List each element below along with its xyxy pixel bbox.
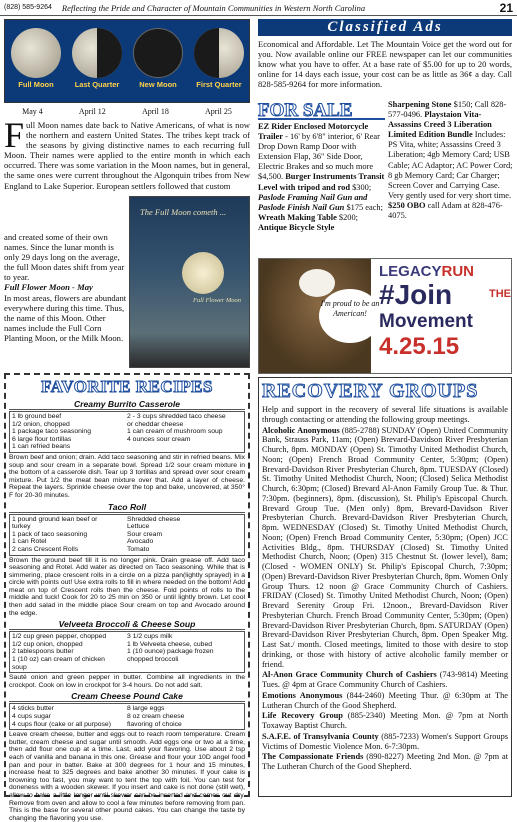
- moon-article-top: [4, 115, 250, 191]
- ingredient: 4 cups flour (cake or all purpose): [12, 720, 111, 728]
- new-moon-icon: [133, 28, 183, 78]
- header-phone: (828) 585-9264: [4, 4, 52, 11]
- listing-title: EZ Rider Enclosed Motorcycle Trailer: [258, 122, 369, 142]
- eagle-head-icon: [299, 269, 335, 297]
- full-moon-icon: [11, 28, 61, 78]
- ingredient: 1 can Rotel: [12, 538, 47, 546]
- recovery-title: RECOVERY GROUPS: [262, 380, 479, 402]
- ingredient: Sour cream: [127, 530, 163, 538]
- moon-label: New Moon: [139, 80, 177, 89]
- ingredient: Tomato: [127, 545, 150, 553]
- recovery-group: [262, 691, 508, 711]
- article-paragraph: In most areas, flowers are abundant everywhere during this time. Thus, the name of this Moon. Other names include the Full Corn Planting Moon, or the Milk Moon.: [4, 292, 127, 343]
- last-quarter-moon-icon: [72, 28, 122, 78]
- listing-text: - 16' by 6'8" interior, 6' Rear Drop Down Ramp Door with Extension Flap, 36" Side Door, Electric Brakes and so much more $4,500.: [258, 132, 380, 182]
- listing-title: Paslode Framing Nail Gun and Paslode Finish Nail Gun: [258, 192, 368, 212]
- listing-text: Includes: PS Vita, white; Assassins Creed 3 Liberation; 4gb Memory Card; USB Cable; AC Adaptor; AC Power Cord; 8 gb Memory Card; Car Charger; Screen Cover and Carrying Case. Very gently used for very short time.: [388, 130, 513, 200]
- recovery-groups-box: [258, 377, 512, 797]
- moon-label: Full Moon: [18, 80, 54, 89]
- ingredient: 1/2 cup onion, chopped: [12, 640, 83, 648]
- recovery-body: [262, 405, 508, 772]
- group-name: Life Recovery Group: [262, 711, 343, 721]
- legacy-title-2: RUN: [441, 263, 475, 280]
- recipe-name: Creamy Burrito Casserole: [9, 399, 245, 410]
- ingredient: 1/2 onion, chopped: [12, 420, 70, 428]
- ingredient: [127, 664, 242, 672]
- recipe-ingredients: [9, 411, 245, 453]
- ingredient: Shredded cheese: [127, 515, 181, 523]
- ingredient: 4 ounces sour cream: [127, 435, 191, 443]
- vertical-the: THE: [489, 288, 511, 300]
- listing-price: $250 OBO: [388, 200, 426, 210]
- moon-date: April 12: [78, 106, 106, 116]
- recovery-intro: Help and support in the recovery of several life situations is available through contacting or attending the following group meetings.: [262, 405, 508, 424]
- recipe-ingredients: [9, 631, 245, 673]
- ingredient: 1 package taco seasoning: [12, 428, 91, 436]
- ingredient: 8 oz cream cheese: [127, 713, 185, 720]
- recipe-name: Taco Roll: [9, 502, 245, 513]
- moon-label: Last Quarter: [74, 80, 120, 89]
- listing-title: Sharpening Stone: [388, 100, 452, 109]
- ingredient: [127, 443, 242, 451]
- ingredient: Avocado: [127, 538, 154, 546]
- ingredient: 2 cans Crescent Rolls: [12, 545, 79, 553]
- moon-dates: [4, 104, 250, 118]
- group-name: S.A.F.E. of Transylvania County: [262, 731, 379, 741]
- for-sale-column-1: [258, 122, 385, 233]
- article-subhead: Full Flower Moon - May: [4, 282, 93, 293]
- recipe-name: Cream Cheese Pound Cake: [9, 691, 245, 702]
- ingredient: 1 lb ground beef: [12, 413, 62, 420]
- group-name: Al-Anon Grace Community Church of Cashiers: [262, 670, 437, 680]
- ingredient: 6 large flour tortillas: [12, 435, 72, 443]
- first-quarter-moon-icon: [194, 28, 244, 78]
- listing-text: call Adam at 828-476-4075.: [388, 200, 503, 221]
- page-header: [0, 0, 517, 16]
- group-text: (743-9814) Meeting Tues. @ 4pm at Grace Community Church of Cashiers.: [262, 670, 508, 689]
- ingredient: 1 pound ground lean beef or: [12, 515, 98, 523]
- recipe-directions: Leave cream cheese, butter and eggs out to reach room temperature. Cream butter, cream cheese and sugar until smooth. Add eggs one or two at a time, then add flour one cup at a time. Last, add your flavoring. Use about 2 tsp each of vanilla and banana in this one. Grease and flour your 10D angel food pan and pour in batter. Bake at 300 degrees for 1 hour and 15 minutes, increase heat to 325 degrees and bake another 30 minutes. If your cake is browning too fast, you may want to tent the top with foil. You can test for doneness with a wooden skewer. If you insert and cake is not done (still wet), allow to bake a little longer until skewer can be inserted and comes out dry. Remove from oven and allow to cool a few minutes before removing from pan. This is the base for several other pound cakes. You can change the taste by changing the flavoring you use.: [9, 731, 245, 822]
- listing-price: $200;: [338, 212, 358, 222]
- moon-date: April 25: [205, 106, 232, 116]
- listing-price: $175 each;: [346, 202, 383, 212]
- classified-ads-banner: Classified Ads: [258, 19, 512, 36]
- for-sale-column-2: [388, 100, 513, 221]
- header-tagline: Reflecting the Pride and Character of Mountain Communities in Western North Carolina: [61, 2, 366, 13]
- moon-phases-panel: [4, 19, 250, 103]
- recipes-title: FAVORITE RECIPES: [41, 377, 213, 396]
- drop-cap: F: [4, 115, 25, 155]
- ingredient: 1 can refried beans: [12, 443, 71, 451]
- listing-price: $150; Call 828-577-0496.: [388, 100, 507, 120]
- movement-text: Movement: [379, 311, 473, 332]
- group-text: (844-2460) Meeting Thur. @ 6:30pm at The Lutheran Church of the Good Shepherd.: [262, 690, 508, 710]
- recipe-directions: Brown beef and onion; drain. Add taco seasoning and stir in refried beans. Mix soup and sour cream in a separate bowl. Spread 1/2 sour cream mixture in the bottom of a casserole dish. Tear up 3 tortillas and spread over sour cream mixture. Put 1/2 the meat bean mixture over that. Add a layer of cheese. Repeat the layers. Sprinkle cheese over the top and bake, uncovered, at 350° F for 20-30 minutes.: [9, 453, 245, 499]
- listing-title: Burger Instruments Transit Level with tripod and rod: [258, 172, 385, 192]
- recovery-group: [262, 426, 508, 670]
- moon-date: May 4: [22, 106, 43, 116]
- photo-caption: The Full Moon cometh ...: [140, 207, 227, 217]
- ingredient: 2 tablespoons butter: [12, 648, 74, 656]
- photo-caption-secondary: Full Flower Moon: [192, 297, 242, 304]
- classified-intro: Economical and Affordable. Let The Mountain Voice get the word out for you. Now available online our FREE newspaper can let our communities know what you have to offer. At a base rate of $5.00 for up to 20 words, online for 14 days each issue, your cost can be as little as 36¢ a day. Call 828-585-9264 for more information.: [258, 39, 512, 90]
- moon-date: April 18: [141, 106, 169, 116]
- listing-title: Antique Bicycle Style: [258, 222, 335, 232]
- full-moon-photo: [129, 196, 250, 368]
- ingredient: 1 pack of taco seasoning: [12, 530, 88, 538]
- ingredient: flavoring of choice: [127, 720, 182, 728]
- group-name: The Compassionate Friends: [262, 752, 364, 762]
- recovery-group: [262, 670, 508, 690]
- ingredient: 1 can cream of mushroom soup: [127, 428, 223, 436]
- group-name: Alcoholic Anonymous: [262, 425, 340, 435]
- group-text: (890-8227) Meeting 2nd Mon. @ 7pm at The Lutheran Church of the Good Shepherd.: [262, 752, 509, 771]
- moon-article-bottom: [4, 232, 128, 343]
- recipe-directions: Brown the ground beef till it is no longer pink. Drain grease off. Add taco seasoning and Rotel. Add water as directed on Taco seasoning. While that is simmering, place crescent rolls in a circle on a pizza pan(lightly sprayed) in a circle with points out! Use extra rolls to fill in where needed on the bottom! Add meat on top of Crescent rolls then the cheese. Fold points of rolls to the middle and tuck! Cook for 20 to 25 min on 350 or until lightly brown. Let cool then add salad in the middle place Sour cream on top and Avocado around the edge.: [9, 556, 245, 617]
- ingredient: Lettuce: [127, 523, 150, 531]
- ingredient: 2 - 3 cups shredded taco cheese: [127, 413, 226, 420]
- ingredient: 4 sticks butter: [12, 705, 54, 713]
- article-paragraph: and created some of their own names. Since the lunar month is only 29 days long on the average, the full Moon dates shift from year to year.: [4, 232, 125, 283]
- ingredient: 1 (10 oz) can cream of chicken: [12, 656, 105, 664]
- for-sale-title: FOR SALE: [258, 100, 385, 120]
- recovery-group: [262, 752, 508, 772]
- legacy-title-1: LEGACY: [379, 263, 442, 280]
- legacy-run-title: [379, 263, 474, 280]
- group-text: (885-2788) SUNDAY (Open) United Community Bank, Strauss Park, 11am; (Open) Brevard-Davidson River Presbyterian Church, 8pm. MONDAY (Open) St. Timothy United Methodist Church, Noon; (Open) French Broad Community Center, 5:30pm; (Open) Brevard-Davidson River Presbyterian Church, 8pm. TUESDAY (Closed) St. Timothy United Methodist Church, Noon; (Closed) Selica Methodist Church, 6:30pm; (Closed) Brevard Al-Anon Family Group Tue. & Thur. 7:30pm. (beginners), 8pm. (discussion), St. Philip's Episcopal Church. Brevard Group Tue. (Men only) 8pm, Brevard-Davidson River Presbyterian Church. Brevard-Davidson River Presbyterian Church, 8pm. WEDNESDAY (Closed) St. Timothy United Methodist Church, Noon; (Open) French Broad Community Center, 5:30pm; (Open) JCC Activities Bldg., 8pm. THURSDAY (Closed) St. Timothy United Methodist Church, Noon; (Open) 315 Chestnut St. (lower level), 8am; (Closed - WOMEN ONLY) St. Philip's Episcopal Church, 7:30pm; (Open) Brevard-Davidson River Presbyterian Church, 8pm. Women Only Group Thurs. 12 noon @ Grace Community Church of Cashiers. FRIDAY (Closed) St. Timothy United Methodist Church, Noon; (Open) Brevard Serenity Group Fri. 12noon., Brevard-Davidson River Presbyterian Church. French Broad Community Center, 5:30pm; (Open) Brevard-Davidson River Presbyterian Church, 8pm. SATURDAY (Open) Brevard-Davidson River Presbyterian Church, 8pm. Open Speaker Mtg. Last Sat./ month. Closed meetings, limited to those with desire to stop drinking, or those with history of active alcoholic family member or friend.: [262, 425, 508, 669]
- legacy-run-ad: [258, 258, 512, 374]
- recipe-name: Velveeta Broccoli & Cheese Soup: [9, 619, 245, 630]
- recipe-ingredients: [9, 703, 245, 730]
- page-number: 21: [499, 0, 513, 15]
- proud-american-badge: I'm proud to be an American!: [319, 289, 381, 343]
- recipe-directions: Sauté onion and green pepper in butter. Combine all ingredients in the crockpot. Cook on low in crockpot for 3-4 hours. Do not add salt.: [9, 674, 245, 689]
- group-text: (885-7233) Women's Support Groups Victims of Domestic Violence Mon. 6-7:30pm.: [262, 731, 508, 751]
- join-hashtag: #Join: [379, 279, 453, 310]
- ingredient: or cheddar cheese: [127, 420, 184, 428]
- recipe-ingredients: [9, 514, 245, 556]
- group-name: Emotions Anonymous: [262, 690, 343, 700]
- ingredient: 1/2 cup green pepper, chopped: [12, 633, 107, 641]
- favorite-recipes-box: [4, 373, 250, 822]
- ingredient: 1 lb Velveeta cheese, cubed: [127, 640, 213, 648]
- listing-title: Wreath Making Table: [258, 212, 337, 222]
- article-paragraph: ull Moon names date back to Native Americans, of what is now the northern and eastern United States. The tribes kept track of the seasons by giving distinctive names to each recurring full Moon. Their names were applied to the entire month in which each occurred. There was some variation in the Moon names, but in general, the same ones were current throughout the Algonquin tribes from New England to Lake Superior. European settlers followed that custom: [4, 120, 250, 191]
- ingredient: 1 (10 ounce) package frozen: [127, 648, 214, 656]
- group-text: (885-2340) Meeting Mon. @ 7pm at North Toxaway Baptist Church.: [262, 711, 508, 730]
- moon-image-icon: [182, 252, 224, 294]
- listing-title: Playstaion Vita-Assassins Creed 3 Liberation Limited Edition Bundle: [388, 110, 492, 140]
- ingredient: turkey: [12, 523, 31, 531]
- listing-price: $300;: [352, 182, 372, 192]
- ingredient: chopped broccoli: [127, 656, 179, 664]
- recovery-group: [262, 732, 508, 752]
- ingredient: 8 large eggs: [127, 705, 165, 713]
- event-date: 4.25.15: [379, 333, 460, 360]
- ingredient: 3 1/2 cups milk: [127, 633, 173, 641]
- ingredient: soup: [12, 663, 27, 671]
- moon-label: First Quarter: [196, 80, 242, 89]
- recovery-group: [262, 711, 508, 731]
- ingredient: 4 cups sugar: [12, 713, 51, 720]
